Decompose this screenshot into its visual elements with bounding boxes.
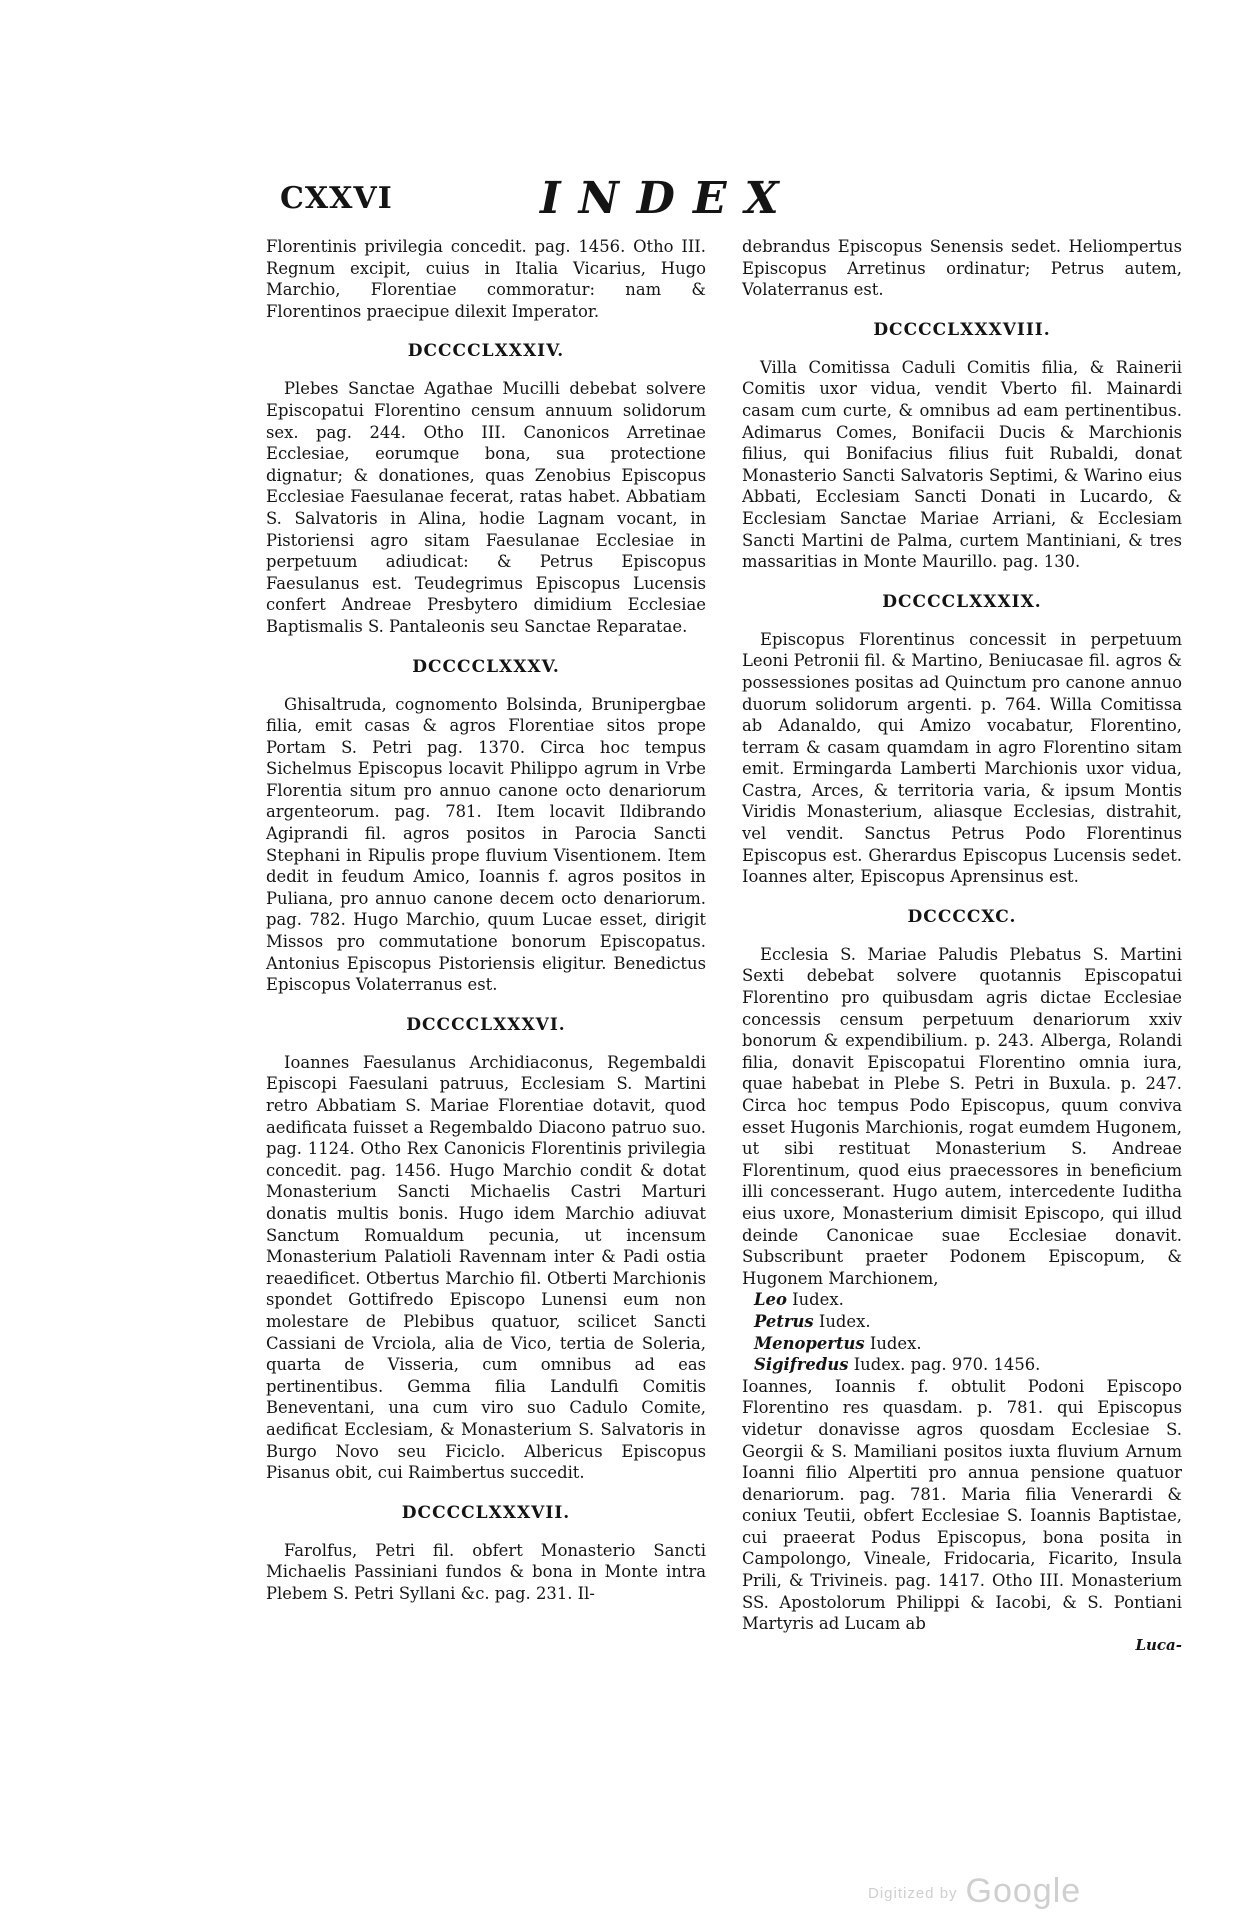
paragraph: Ioannes, Ioannis f. obtulit Podoni Episcopo Florentino res quasdam. p. 781. qui Episcopus videtur donavisse agros quosdam Ecclesiae S. Georgii & S. Mamiliani positos iuxta fluvium Arnum Ioanni filio Alpertiti pro annua pensione quatuor denariorum. pag. 781. Maria filia Venerardi & coniux Teutii, obfert Ecclesiae S. Ioannis Baptistae, cui praeerat Podus Episcopus, bona posita in Campolongo, Vineale, Fridocaria, Ficarito, Insula Prili, & Trivineis. pag. 1417. Otho III. Monasterium SS. Apostolorum Philippi & Iacobi, & S. Pontiani Martyris ad Lucam ab bbox=[742, 1376, 1182, 1634]
signatory: Petrus Iudex. bbox=[754, 1311, 871, 1331]
paragraph: Farolfus, Petri fil. obfert Monasterio Sancti Michaelis Passiniani fundos & bona in Monte intra Plebem S. Petri Syllani &c. pag. 231. Il- bbox=[266, 1540, 706, 1603]
paragraph: Plebes Sanctae Agathae Mucilli debebat solvere Episcopatui Florentino censum annuum solidorum sex. pag. 244. Otho III. Canonicos Arretinae Ecclesiae, eorumque bona, sua protectione dignatur; & donationes, quas Zenobius Episcopus Ecclesiae Faesulanae fecerat, ratas habet. Abbatiam S. Salvatoris in Alina, hodie Lagnam vocant, in Pistoriensi agro sitam Faesulanae Ecclesiae in perpetuum adiudicat: & Petrus Episcopus Faesulanus est. Teudegrimus Episcopus Lucensis confert Andreae Presbytero dimidium Ecclesiae Baptismalis S. Pantaleonis seu Sanctae Reparatae. bbox=[266, 379, 706, 636]
year-heading: DCCCCLXXXIV. bbox=[407, 341, 565, 362]
paragraph: Villa Comitissa Caduli Comitis filia, & Rainerii Comitis uxor vidua, vendit Vberto fil. Mainardi casam cum curte, & omnibus ad eam pertinentibus. Adimarus Comes, Bonifacii Ducis & Marchionis filius, qui Bonifacius filius fuit Rubaldi, donat Monasterio Sancti Salvatoris Septimi, & Warino eius Abbati, Ecclesiam Sancti Donati in Lucardo, & Ecclesiam Sanctae Mariae Arriani, & Ecclesiam Sancti Martini de Palma, curtem Mantiniani, & tres massaritias in Monte Maurillo. pag. 130. bbox=[742, 357, 1182, 572]
year-heading: DCCCCLXXXVI. bbox=[406, 1014, 566, 1035]
left-column bbox=[266, 236, 706, 1604]
paragraph: Ghisaltruda, cognomento Bolsinda, Brunipergbae filia, emit casas & agros Florentiae sitos prope Portam S. Petri pag. 1370. Circa hoc tempus Sichelmus Episcopus locavit Philippo agrum in Vrbe Florentia situm pro annuo canone octo denariorum argenteorum. pag. 781. Item locavit Ildibrando Agiprandi fil. agros positos in Parocia Sancti Stephani in Ripulis prope fluvium Visentionem. Item dedit in feudum Amico, Ioannis f. agros positos in Puliana, pro annuo canone decem octo denariorum. pag. 782. Hugo Marchio, quum Lucae esset, dirigit Missos pro commutatione bonorum Episcopatus. Antonius Episcopus Pistoriensis eligitur. Benedictus Episcopus Volaterranus est. bbox=[266, 694, 706, 995]
paragraph: Ecclesia S. Mariae Paludis Plebatus S. Martini Sexti debebat solvere quotannis Episcopatui Florentino pro quibusdam agris dictae Ecclesiae concessis censum perpetuum denariorum xxiv bonorum & expendibilium. p. 243. Alberga, Rolandi filia, donavit Episcopatui Florentino omnia iura, quae habebat in Plebe S. Petri in Buxula. p. 247. Circa hoc tempus Podo Episcopus, quum conviva esset Hugonis Marchionis, rogat eumdem Hugonem, ut sibi restituat Monasterium S. Andreae Florentinum, quod eius praecessores in beneficium illi concesserant. Hugo autem, intercedente Iuditha eius uxore, Monasterium dimisit Episcopo, qui illud deinde Canonicae suae Ecclesiae donavit. Subscribunt praeter Podonem Episcopum, & Hugonem Marchionem, bbox=[742, 944, 1182, 1288]
paragraph: Florentinis privilegia concedit. pag. 1456. Otho III. Regnum excipit, cuius in Italia Vicarius, Hugo Marchio, Florentiae commoratur: nam & Florentinos praecipue dilexit Imperator. bbox=[266, 237, 706, 321]
right-column bbox=[742, 236, 1182, 1655]
year-heading: DCCCCLXXXV. bbox=[412, 656, 560, 677]
signatory: Sigifredus Iudex. pag. 970. 1456. bbox=[754, 1355, 1041, 1375]
catchword: Luca- bbox=[1135, 1635, 1182, 1654]
year-heading: DCCCCLXXXVIII. bbox=[873, 319, 1051, 340]
year-heading: DCCCCLXXXVII. bbox=[401, 1502, 571, 1523]
year-heading: DCCCCXC. bbox=[907, 906, 1017, 927]
paragraph: Episcopus Florentinus concessit in perpetuum Leoni Petronii fil. & Martino, Beniucasae fil. agros & possessiones positas ad Quinctum pro canone annuo duorum solidorum argenti. p. 764. Willa Comitissa ab Adanaldo, qui Amizo vocabatur, Florentino, terram & casam quamdam in agro Florentino sitam emit. Ermingarda Lamberti Marchionis uxor vidua, Castra, Arces, & territoria varia, & ipsum Montis Viridis Monasterium, aliasque Ecclesias, distrahit, vel vendit. Sanctus Petrus Podo Florentinus Episcopus est. Gherardus Episcopus Lucensis sedet. Ioannes alter, Episcopus Aprensinus est. bbox=[742, 629, 1182, 887]
watermark-prefix: Digitized by bbox=[868, 1884, 958, 1902]
paragraph: Ioannes Faesulanus Archidiaconus, Regembaldi Episcopi Faesulani patruus, Ecclesiam S. Martini retro Abbatiam S. Mariae Florentiae dotavit, quod aedificata fuisset a Regembaldo Diacono patruo suo. pag. 1124. Otho Rex Canonicis Florentinis privilegia concedit. pag. 1456. Hugo Marchio condit & dotat Monasterium Sancti Michaelis Castri Marturi donatis multis bonis. Hugo idem Marchio adiuvat Sanctum Romualdum pecunia, ut incensum Monasterium Palatioli Ravennam inter & Padi ostia reaedificet. Otbertus Marchio fil. Otberti Marchionis spondet Gottifredo Episcopo Lunensi eum non molestare de Plebibus quatuor, scilicet Sancti Cassiani de Vrciola, alia de Vico, tertia de Soleria, quarta de Visseria, cum omnibus ad eas pertinentibus. Gemma filia Landulfi Comitis Beneventani, una cum viro suo Cadulo Comite, aedificat Ecclesiam, & Monasterium S. Salvatoris in Burgo Novo seu Ficiclo. Albericus Episcopus Pisanus obit, cui Raimbertus succedit. bbox=[266, 1052, 706, 1483]
running-title: INDEX bbox=[540, 173, 797, 224]
page-number: CXXVI bbox=[280, 181, 393, 216]
paragraph: debrandus Episcopus Senensis sedet. Heliompertus Episcopus Arretinus ordinatur; Petrus autem, Volaterranus est. bbox=[742, 237, 1182, 300]
year-heading: DCCCCLXXXIX. bbox=[882, 591, 1042, 612]
signatory: Leo Iudex. bbox=[754, 1290, 844, 1310]
signatory: Menopertus Iudex. bbox=[754, 1333, 922, 1353]
google-logo: Google bbox=[965, 1872, 1082, 1910]
digitized-watermark bbox=[868, 1872, 1081, 1911]
